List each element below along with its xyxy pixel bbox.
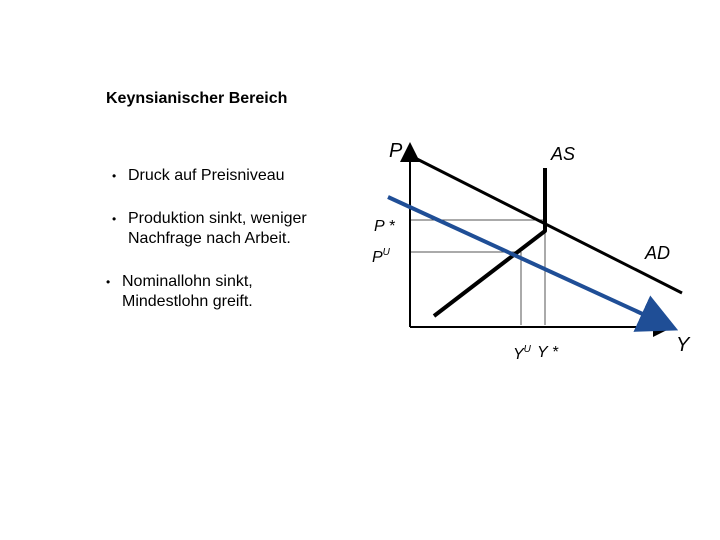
- bullet-text-continued: Nachfrage nach Arbeit.: [128, 230, 291, 247]
- y-u-label: $Y^U$: [513, 344, 531, 363]
- bullet-symbol: •: [112, 169, 117, 183]
- y-star-label: Y *: [537, 344, 559, 361]
- p-star-label: P *: [374, 218, 395, 235]
- bullet-text-continued: Mindestlohn greift.: [122, 293, 253, 310]
- slide-title: Keynsianischer Bereich: [106, 90, 288, 107]
- bullet-text: Druck auf Preisniveau: [128, 167, 285, 184]
- bullet-symbol: •: [106, 275, 111, 289]
- as-curve-label: AS: [551, 144, 576, 164]
- ad-curve-label: AD: [645, 243, 671, 263]
- bullet-symbol: •: [112, 212, 117, 226]
- ad-curve-shifted: [388, 197, 660, 322]
- p-u-label: $P^U$: [372, 247, 390, 266]
- y-axis-label: P: [389, 140, 403, 162]
- x-axis-label: Y: [676, 334, 690, 356]
- bullet-text: Produktion sinkt, weniger: [128, 210, 307, 227]
- bullet-text: Nominallohn sinkt,: [122, 273, 253, 290]
